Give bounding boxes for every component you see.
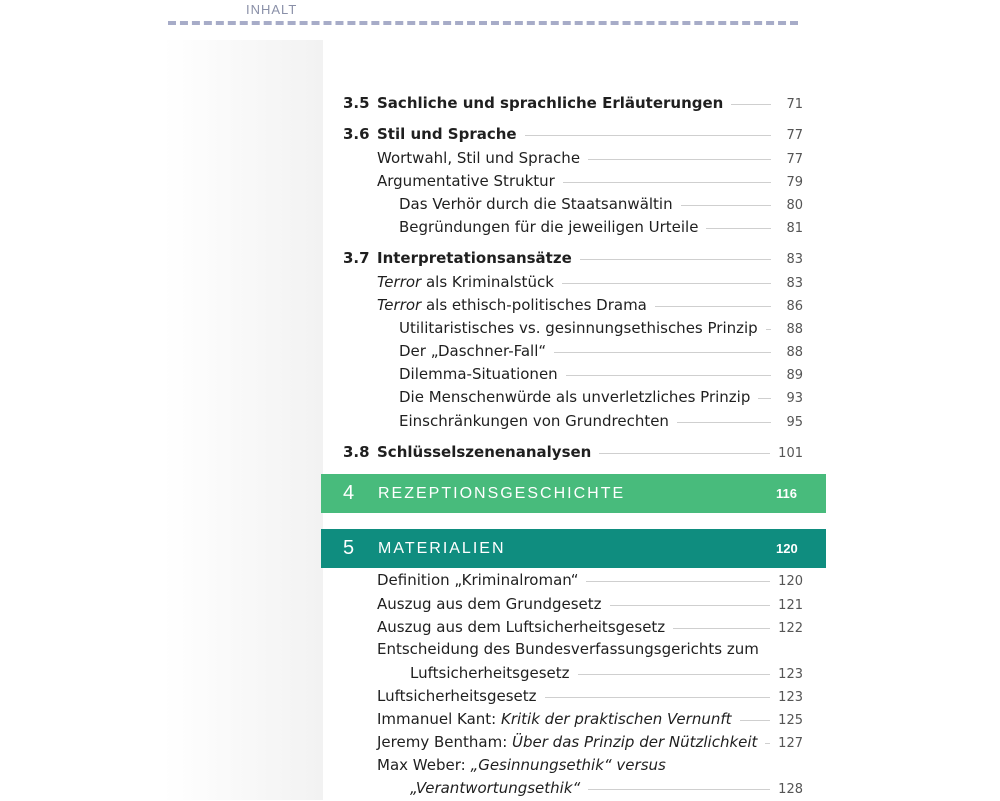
toc-title: Luftsicherheitsgesetz [377, 687, 537, 705]
toc-entry-grundgesetz[interactable] [377, 593, 803, 615]
toc-title: Sachliche und sprachliche Erläuterungen [377, 94, 724, 112]
toc-entry-weber-line2[interactable] [410, 777, 803, 799]
leader-line [655, 306, 771, 307]
leader-line [588, 789, 770, 790]
work-title: Terror [377, 273, 422, 291]
chapter-4-band[interactable] [321, 474, 826, 513]
toc-number: 3.7 [343, 249, 370, 267]
toc-entry-luftsicherheitsgesetz[interactable] [377, 685, 803, 707]
leader-line [677, 422, 771, 423]
toc-title: Jeremy Bentham: Über das Prinzip der Nützlichkeit [377, 733, 758, 751]
toc-page: 77 [786, 128, 803, 143]
toc-title: Das Verhör durch die Staatsanwältin [399, 195, 673, 213]
leader-line [588, 159, 771, 160]
chapter-number: 4 [343, 482, 355, 504]
chapter-title: MATERIALIEN [378, 539, 506, 557]
toc-number: 3.6 [343, 125, 370, 143]
leader-line [599, 453, 770, 454]
leader-line [740, 720, 771, 721]
leader-line [673, 628, 770, 629]
work-title: Terror [377, 296, 422, 314]
toc-entry-bverfg-line2[interactable] [410, 662, 803, 684]
leader-line [562, 283, 771, 284]
toc-title: Dilemma-Situationen [399, 365, 558, 383]
toc-title: Die Menschenwürde als unverletzliches Prinzip [399, 388, 751, 406]
toc-page: 93 [786, 391, 803, 406]
toc-entry-bentham[interactable] [377, 731, 803, 753]
toc-entry-ethisch-politisches-drama[interactable] [377, 294, 803, 316]
section-header-label: INHALT [246, 2, 298, 17]
toc-entry-verhoer[interactable] [399, 193, 803, 215]
toc-entry-grundrechte[interactable] [399, 410, 803, 432]
toc-title: Argumentative Struktur [377, 172, 555, 190]
leader-line [580, 259, 771, 260]
toc-entry-3-5[interactable] [343, 92, 803, 114]
leader-line [731, 104, 771, 105]
toc-title: Schlüsselszenenanalysen [377, 443, 592, 461]
leader-line [554, 352, 771, 353]
leader-line [563, 182, 771, 183]
toc-page: 121 [778, 598, 803, 613]
toc-entry-begruendungen[interactable] [399, 216, 803, 238]
toc-title: Stil und Sprache [377, 125, 517, 143]
toc-title: Luftsicherheitsgesetz [410, 664, 570, 682]
toc-page: 88 [786, 345, 803, 360]
toc-title: Wortwahl, Stil und Sprache [377, 149, 581, 167]
toc-title: Terror als Kriminalstück [377, 273, 554, 291]
toc-title: „Verantwortungsethik“ [410, 779, 581, 797]
toc-title: Immanuel Kant: Kritik der praktischen Vernunft [377, 710, 732, 728]
toc-page: 89 [786, 368, 803, 383]
leader-line [765, 743, 770, 744]
toc-entry-utilitaristisches-prinzip[interactable] [399, 317, 803, 339]
chapter-page: 120 [776, 541, 798, 556]
toc-entry-kriminalstueck[interactable] [377, 271, 803, 293]
toc-entry-kant[interactable] [377, 708, 803, 730]
toc-page: 95 [786, 415, 803, 430]
toc-page: 101 [778, 446, 803, 461]
toc-page: 88 [786, 322, 803, 337]
leader-line [566, 375, 771, 376]
toc-page: 77 [786, 152, 803, 167]
toc-entry-definition-kriminalroman[interactable] [377, 569, 803, 591]
chapter-5-band[interactable] [321, 529, 826, 568]
toc-title: Interpretationsansätze [377, 249, 572, 267]
toc-page: 123 [778, 667, 803, 682]
toc-page: 81 [786, 221, 803, 236]
leader-line [545, 697, 771, 698]
leader-line [758, 398, 771, 399]
leader-line [586, 581, 770, 582]
toc-entry-wortwahl[interactable] [377, 147, 803, 169]
toc-page: 120 [778, 574, 803, 589]
leader-line [706, 228, 771, 229]
toc-page: 127 [778, 736, 803, 751]
work-title: Kritik der praktischen Vernunft [501, 710, 732, 728]
toc-page: 86 [786, 299, 803, 314]
toc-number: 3.8 [343, 443, 370, 461]
leader-line [525, 135, 771, 136]
toc-page: 125 [778, 713, 803, 728]
toc-entry-menschenwuerde[interactable] [399, 386, 803, 408]
work-title: Über das Prinzip der Nützlichkeit [512, 733, 758, 751]
toc-entry-weber-line1[interactable]: Max Weber: „Gesinnungsethik“ versus [377, 756, 666, 774]
chapter-title: REZEPTIONSGESCHICHTE [378, 484, 626, 502]
toc-entry-dilemma-situationen[interactable] [399, 363, 803, 385]
toc-page: 71 [786, 97, 803, 112]
leader-line [766, 329, 771, 330]
leader-line [578, 674, 771, 675]
toc-page: 80 [786, 198, 803, 213]
toc-entry-argumentative-struktur[interactable] [377, 170, 803, 192]
toc-page: 128 [778, 782, 803, 797]
toc-entry-3-6[interactable] [343, 123, 803, 145]
toc-entry-3-8[interactable] [343, 441, 803, 463]
toc-title: Einschränkungen von Grundrechten [399, 412, 669, 430]
toc-title: Auszug aus dem Luftsicherheitsgesetz [377, 618, 666, 636]
toc-title: Utilitaristisches vs. gesinnungsethisches Prinzip [399, 319, 758, 337]
toc-page: 83 [786, 252, 803, 267]
toc-entry-bverfg-line1[interactable]: Entscheidung des Bundesverfassungsgerichts zum [377, 640, 759, 658]
toc-page: 122 [778, 621, 803, 636]
toc-title: Terror als ethisch-politisches Drama [377, 296, 647, 314]
toc-title: Der „Daschner-Fall“ [399, 342, 547, 360]
leader-line [610, 605, 771, 606]
toc-entry-luftsicherheitsgesetz-auszug[interactable] [377, 616, 803, 638]
toc-title: Begründungen für die jeweiligen Urteile [399, 218, 699, 236]
chapter-number: 5 [343, 537, 355, 559]
toc-entry-3-7[interactable] [343, 247, 803, 269]
toc-title: Definition „Kriminalroman“ [377, 571, 579, 589]
toc-title: Auszug aus dem Grundgesetz [377, 595, 602, 613]
work-title: „Gesinnungsethik“ versus [470, 756, 666, 774]
leader-line [681, 205, 771, 206]
chapter-page: 116 [776, 486, 797, 501]
toc-number: 3.5 [343, 94, 370, 112]
toc-page: 123 [778, 690, 803, 705]
toc-page: 79 [786, 175, 803, 190]
toc-page: 83 [786, 276, 803, 291]
toc-entry-daschner-fall[interactable] [399, 340, 803, 362]
